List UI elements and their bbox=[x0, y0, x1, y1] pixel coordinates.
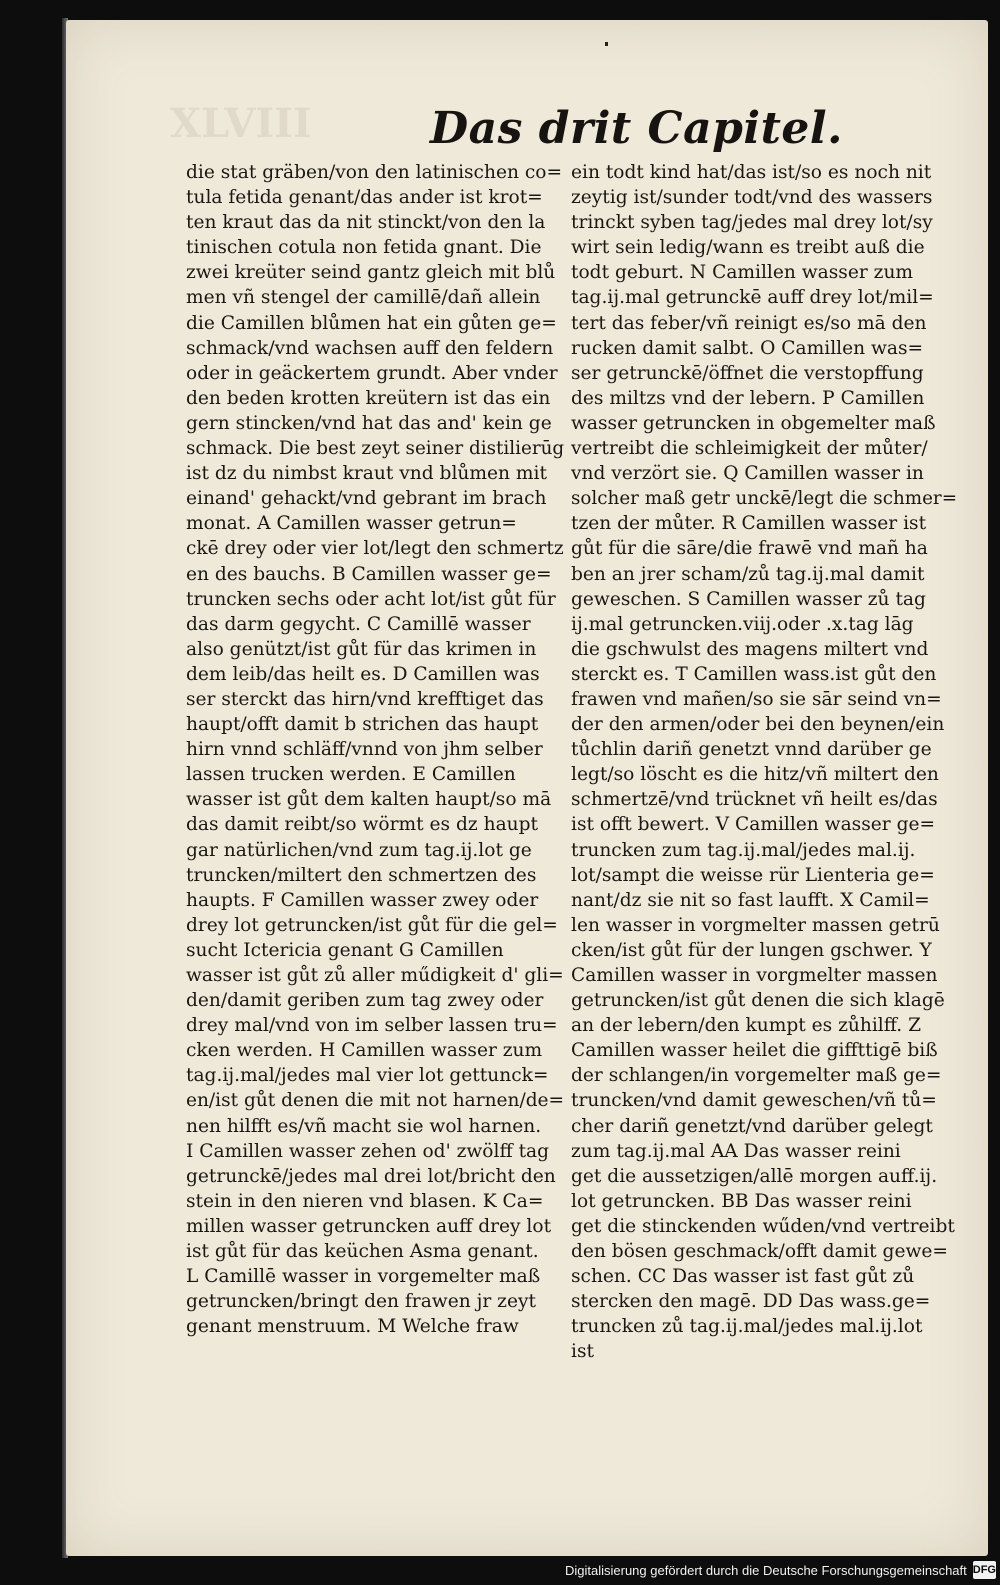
text-line: ij.mal getruncken.viij.oder .x.tag lāg bbox=[571, 613, 914, 635]
text-line: legt/so löscht es die hitz/vñ miltert den bbox=[571, 764, 939, 786]
text-line: gern stincken/vnd hat das and' kein ge bbox=[186, 412, 552, 434]
text-line: truncken sechs oder acht lot/ist gůt für bbox=[186, 588, 556, 610]
footer-credit: Digitalisierung gefördert durch die Deutsche Forschungsgemeinschaft bbox=[564, 1562, 967, 1578]
text-line: lassen trucken werden. E Camillen bbox=[186, 764, 516, 786]
text-line: stein in den nieren vnd blasen. K Ca= bbox=[186, 1190, 544, 1212]
text-line: oder in geäckertem grundt. Aber vnder bbox=[186, 362, 558, 384]
text-line: cken/ist gůt für der lungen gschwer. Y bbox=[571, 939, 932, 961]
text-line: ist dz du nimbst kraut vnd blůmen mit bbox=[186, 463, 547, 485]
text-line: tag.ij.mal/jedes mal vier lot gettunck= bbox=[186, 1065, 549, 1087]
text-line: solcher maß getr unckē/legt die schmer= bbox=[571, 488, 957, 510]
text-line: die stat gräben/von den latinischen co= bbox=[186, 162, 563, 183]
text-line: einand' gehackt/vnd gebrant im brach bbox=[186, 488, 547, 510]
text-line: des miltzs vnd der lebern. P Camillen bbox=[571, 387, 925, 409]
text-line: cher dariñ genetzt/vnd darüber gelegt bbox=[571, 1115, 933, 1137]
text-line: die gschwulst des magens miltert vnd bbox=[571, 638, 929, 660]
text-line: getruncken/ist gůt denen die sich klagē bbox=[571, 990, 945, 1012]
text-line: das darm gegycht. C Camillē wasser bbox=[186, 613, 531, 635]
text-line: geweschen. S Camillen wasser zů tag bbox=[571, 588, 926, 610]
text-line: stercken den magē. DD Das wass.ge= bbox=[571, 1291, 931, 1313]
text-line: vertreibt die schleimigkeit der můter/ bbox=[571, 438, 928, 460]
text-line: monat. A Camillen wasser getrun= bbox=[186, 513, 517, 535]
text-line: ist offt bewert. V Camillen wasser ge= bbox=[571, 814, 936, 836]
text-line: den bösen geschmack/offt damit gewe= bbox=[571, 1241, 948, 1263]
text-line: den beden krotten kreütern ist das ein bbox=[186, 387, 551, 409]
text-line: I Camillen wasser zehen od' zwölff tag bbox=[186, 1140, 550, 1162]
text-line: haupts. F Camillen wasser zwey oder bbox=[186, 889, 539, 911]
right-text-column bbox=[571, 160, 957, 1365]
text-line: get die aussetzigen/allē morgen auff.ij. bbox=[571, 1165, 938, 1187]
text-line: sterckt es. T Camillen wass.ist gůt den bbox=[571, 663, 937, 685]
signature-mark bbox=[605, 42, 608, 46]
text-line: Camillen wasser in vorgmelter massen bbox=[571, 965, 938, 986]
text-line: truncken zů tag.ij.mal/jedes mal.ij.lot bbox=[571, 1316, 923, 1338]
text-line: der den armen/oder bei den beynen/ein bbox=[571, 714, 945, 736]
text-line: wasser getruncken in obgemelter maß bbox=[571, 412, 936, 434]
text-line: trinckt syben tag/jedes mal drey lot/sy bbox=[571, 212, 933, 234]
text-line: len wasser in vorgmelter massen getrū bbox=[571, 914, 940, 936]
text-line: men vñ stengel der camillē/dañ allein bbox=[186, 287, 541, 309]
text-line: sucht Ictericia genant G Camillen bbox=[186, 939, 504, 961]
text-line: ser getrunckē/öffnet die verstopffung bbox=[571, 362, 924, 384]
text-line: genant menstruum. M Welche fraw bbox=[186, 1316, 519, 1338]
text-line: cken werden. H Camillen wasser zum bbox=[186, 1040, 543, 1062]
dfg-logo: DFG bbox=[973, 1561, 996, 1579]
text-line: wasser ist gůt zů aller műdigkeit d' gli= bbox=[186, 965, 564, 986]
text-line: rucken damit salbt. O Camillen was= bbox=[571, 337, 924, 359]
text-line: tag.ij.mal getrunckē auff drey lot/mil= bbox=[571, 287, 934, 309]
text-line: Camillen wasser heilet die giffttigē biß bbox=[571, 1040, 938, 1062]
text-line: en/ist gůt denen die mit not harnen/de= bbox=[186, 1090, 564, 1112]
text-line: wasser ist gůt dem kalten haupt/so mā bbox=[186, 789, 552, 811]
text-line: hirn vnnd schläff/vnnd von jhm selber bbox=[186, 739, 543, 761]
text-line: zeytig ist/sunder todt/vnd des wassers bbox=[571, 187, 933, 209]
text-line: zum tag.ij.mal AA Das wasser reini bbox=[571, 1140, 901, 1162]
text-line: L Camillē wasser in vorgemelter maß bbox=[186, 1266, 541, 1288]
text-line: zwei kreüter seind gantz gleich mit blů bbox=[186, 262, 556, 284]
text-line: gůt für die sāre/die frawē vnd mañ ha bbox=[571, 538, 928, 560]
text-line: ist gůt für das keüchen Asma genant. bbox=[186, 1241, 539, 1263]
text-line: millen wasser getruncken auff drey lot bbox=[186, 1215, 552, 1237]
text-line: der schlangen/in vorgemelter maß ge= bbox=[571, 1065, 942, 1087]
text-line: truncken/vnd damit geweschen/vñ tů= bbox=[571, 1090, 937, 1112]
text-line: get die stinckenden wűden/vnd vertreibt bbox=[571, 1215, 955, 1237]
text-line: nen hilfft es/vñ macht sie wol harnen. bbox=[186, 1115, 542, 1137]
text-line: vnd verzört sie. Q Camillen wasser in bbox=[571, 463, 924, 485]
text-line: ten kraut das da nit stinckt/von den la bbox=[186, 212, 546, 234]
chapter-heading: Das drit Capitel. bbox=[430, 103, 843, 154]
text-line: tzen der můter. R Camillen wasser ist bbox=[571, 513, 927, 535]
text-line: schmertzē/vnd trücknet vñ heilt es/das bbox=[571, 789, 938, 811]
text-line: tinischen cotula non fetida gnant. Die bbox=[186, 237, 542, 259]
text-line: schen. CC Das wasser ist fast gůt zů bbox=[571, 1266, 915, 1288]
text-line: nant/dz sie nit so fast laufft. X Camil= bbox=[571, 889, 930, 911]
bleed-through-heading: XLVIII bbox=[170, 100, 312, 147]
text-line: lot getruncken. BB Das wasser reini bbox=[571, 1190, 912, 1212]
text-line: gar natürlichen/vnd zum tag.ij.lot ge bbox=[186, 839, 532, 861]
text-line: an der lebern/den kumpt es zůhilff. Z bbox=[571, 1015, 921, 1037]
text-line: ist bbox=[571, 1341, 594, 1363]
text-line: das damit reibt/so wörmt es dz haupt bbox=[186, 814, 539, 836]
text-line: wirt sein ledig/wann es treibt auß die bbox=[571, 237, 925, 259]
text-line: lot/sampt die weisse rür Lienteria ge= bbox=[571, 864, 935, 886]
text-line: haupt/offt damit b strichen das haupt bbox=[186, 714, 539, 736]
text-line: frawen vnd mañen/so sie sār seind vn= bbox=[571, 688, 942, 710]
footer-bar bbox=[564, 1558, 996, 1582]
text-line: drey mal/vnd von im selber lassen tru= bbox=[186, 1015, 558, 1037]
text-line: dem leib/das heilt es. D Camillen was bbox=[186, 663, 540, 685]
text-line: ckē drey oder vier lot/legt den schmertz bbox=[186, 538, 564, 560]
text-line: schmack/vnd wachsen auff den feldern bbox=[186, 337, 554, 359]
text-line: die Camillen blůmen hat ein gůten ge= bbox=[186, 312, 557, 334]
text-line: drey lot getruncken/ist gůt für die gel= bbox=[186, 914, 558, 936]
text-line: den/damit geriben zum tag zwey oder bbox=[186, 990, 544, 1012]
text-line: ser sterckt das hirn/vnd krefftiget das bbox=[186, 688, 544, 710]
text-line: ein todt kind hat/das ist/so es noch nit bbox=[571, 162, 932, 183]
text-line: tůchlin dariñ genetzt vnnd darüber ge bbox=[571, 739, 932, 761]
text-line: schmack. Die best zeyt seiner distilierūg bbox=[186, 438, 564, 460]
text-line: also genützt/ist gůt für das krimen in bbox=[186, 638, 537, 660]
text-line: truncken zum tag.ij.mal/jedes mal.ij. bbox=[571, 839, 916, 861]
text-line: tert das feber/vñ reinigt es/so mā den bbox=[571, 312, 927, 334]
text-line: ben an jrer scham/zů tag.ij.mal damit bbox=[571, 563, 925, 585]
text-line: en des bauchs. B Camillen wasser ge= bbox=[186, 563, 552, 585]
text-line: getrunckē/jedes mal drei lot/bricht den bbox=[186, 1165, 556, 1187]
text-line: todt geburt. N Camillen wasser zum bbox=[571, 262, 914, 284]
text-line: getruncken/bringt den frawen jr zeyt bbox=[186, 1291, 536, 1313]
text-line: truncken/miltert den schmertzen des bbox=[186, 864, 537, 886]
left-text-column bbox=[186, 160, 564, 1339]
text-line: tula fetida genant/das ander ist krot= bbox=[186, 187, 543, 209]
